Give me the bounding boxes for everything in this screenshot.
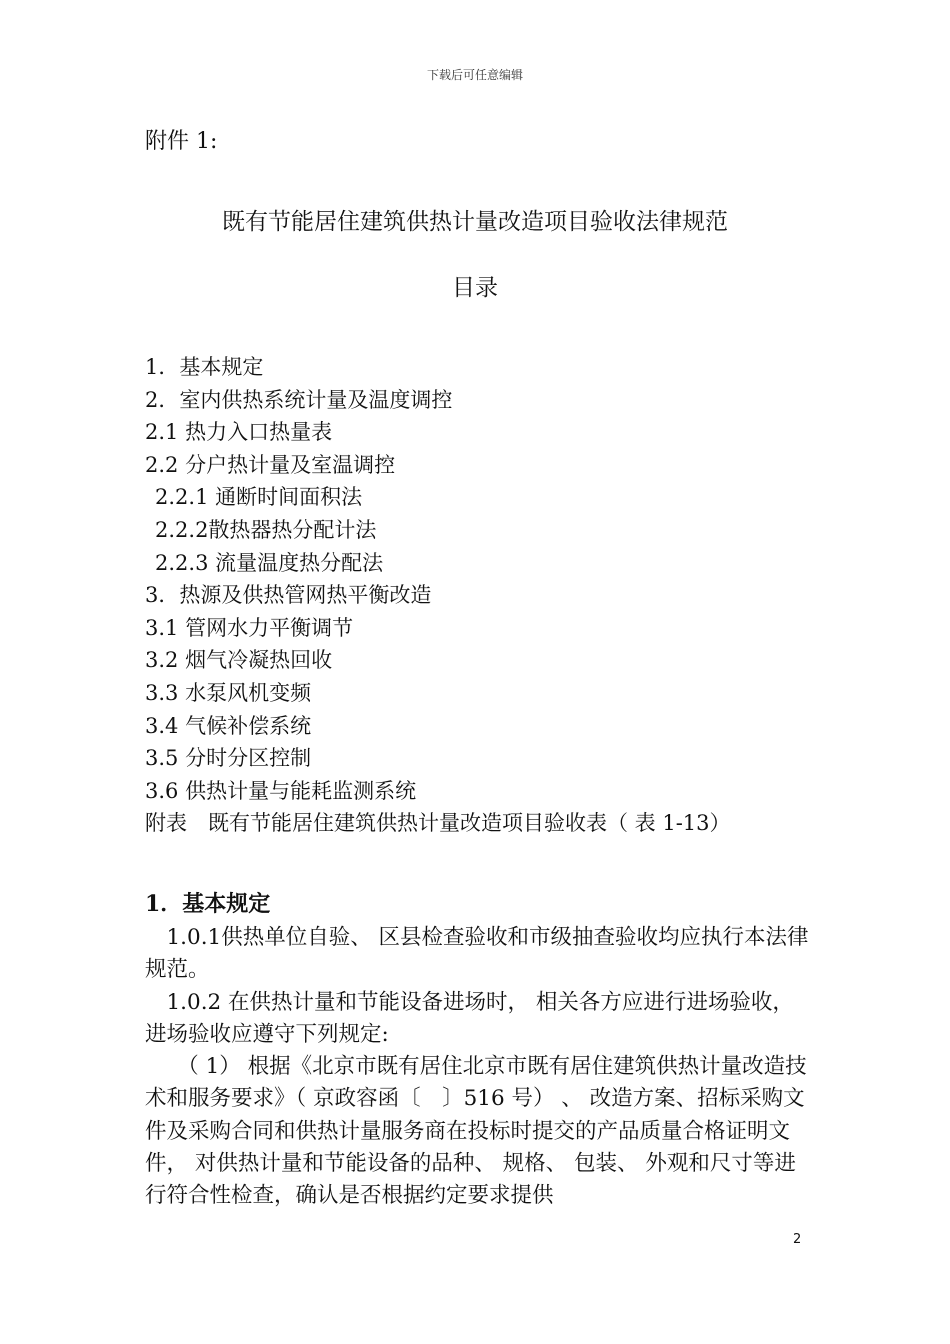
section-heading: 1．基本规定 xyxy=(145,891,271,917)
toc-item[interactable]: 2.1 热力入口热量表 xyxy=(145,420,333,445)
toc-item[interactable]: 3.1 管网水力平衡调节 xyxy=(145,615,354,640)
attachment-label: 附件 1: xyxy=(145,129,218,154)
section-body xyxy=(145,922,810,1213)
toc-item[interactable]: 3.3 水泵风机变频 xyxy=(145,680,312,705)
toc-item[interactable]: 3.2 烟气冷凝热回收 xyxy=(145,648,333,673)
toc-item[interactable]: 2.2.3 流量温度热分配法 xyxy=(155,550,384,575)
page-header: 下载后可任意编辑 xyxy=(426,68,523,82)
toc-item[interactable]: 3.6 供热计量与能耗监测系统 xyxy=(145,778,417,803)
document-title: 既有节能居住建筑供热计量改造项目验收法律规范 xyxy=(222,209,728,235)
toc-item[interactable]: 2.2.2散热器热分配计法 xyxy=(155,517,377,542)
body-paragraph: 1.0.2 在供热计量和节能设备进场时， 相关各方应进行进场验收，进场验收应遵守下列规定: xyxy=(145,989,794,1047)
toc-title: 目录 xyxy=(452,275,498,301)
body-paragraph: 1.0.1供热单位自验、 区县检查验收和市级抽查验收均应执行本法律规范。 xyxy=(145,925,809,983)
body-paragraph: （ 1） 根据《北京市既有居住北京市既有居住建筑供热计量改造技术和服务要求》（ 京政容函〔 〕516 号） 、 改造方案、招标采购文件及采购合同和供热计量服务商在投标时提交的产品质量合格证明文件， 对供热计量和节能设备的品种、 规格、 包装、 外观和尺寸等进行符合性检查，确认是否根据约定要求提供 xyxy=(145,1054,807,1209)
toc-item[interactable]: 1．基本规定 xyxy=(145,355,264,379)
toc-item[interactable]: 2.2.1 通断时间面积法 xyxy=(155,485,363,510)
toc-item[interactable]: 3.5 分时分区控制 xyxy=(145,746,312,771)
toc-item[interactable]: 3．热源及供热管网热平衡改造 xyxy=(145,583,432,608)
toc-item[interactable]: 2.2 分户热计量及室温调控 xyxy=(145,452,396,477)
toc-item[interactable]: 附表 既有节能居住建筑供热计量改造项目验收表（ 表 1-13） xyxy=(145,811,731,836)
toc-item[interactable]: 2．室内供热系统计量及温度调控 xyxy=(145,387,453,412)
page-number: 2 xyxy=(793,1232,802,1247)
toc-item[interactable]: 3.4 气候补偿系统 xyxy=(145,713,312,738)
table-of-contents xyxy=(145,351,825,840)
